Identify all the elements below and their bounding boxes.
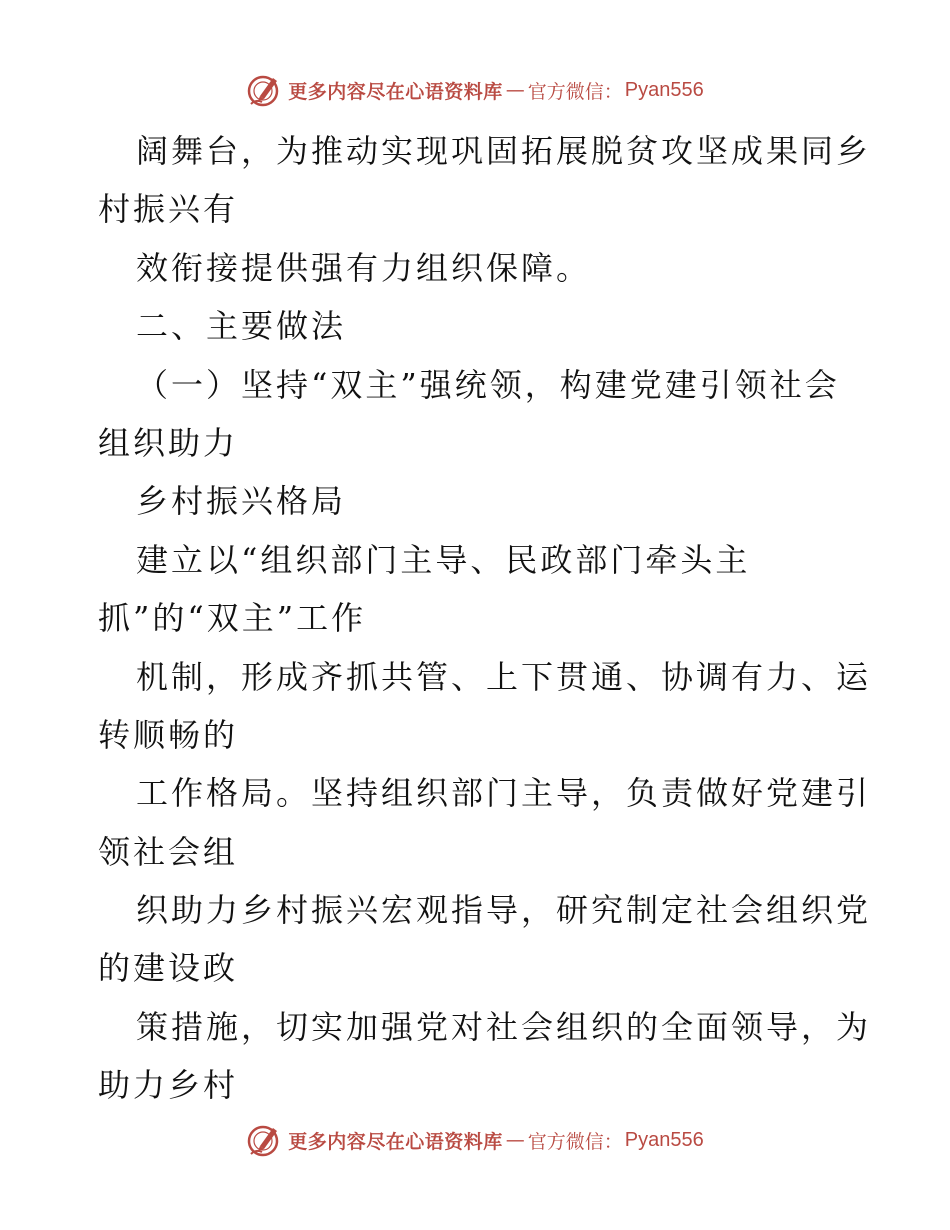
header-banner [0,68,950,112]
footer-banner [0,1118,950,1162]
banner-dash: — [505,1129,525,1151]
banner-main-text: 更多内容尽在心语资料库 [288,80,503,103]
body-line: 抓”的“双主”工作 [98,599,367,638]
body-line: 机制，形成齐抓共管、上下贯通、协调有力、运 [136,657,872,696]
body-line: 乡村振兴格局 [136,482,347,521]
body-line: 策措施，切实加强党对社会组织的全面领导，为 [136,1007,872,1046]
body-line: 的建设政 [98,949,239,988]
banner-wechat-label: 官方微信： [527,80,623,103]
banner-main-text: 更多内容尽在心语资料库 [288,1130,503,1153]
body-line: 村振兴有 [98,190,239,229]
body-line: 转顺畅的 [98,715,239,754]
banner-wechat-id: Pyan556 [624,78,704,101]
body-line: 效衔接提供强有力组织保障。 [136,248,592,287]
body-line: 阔舞台，为推动实现巩固拓展脱贫攻坚成果同乡 [136,132,872,170]
banner-dash: — [505,79,525,101]
body-line: 组织助力 [98,423,239,462]
body-line: 领社会组 [98,832,239,871]
banner-wechat-label: 官方微信： [527,1130,623,1153]
section-heading: 二、主要做法 [136,307,347,346]
body-line: 工作格局。坚持组织部门主导，负责做好党建引 [136,774,872,813]
body-line: 织助力乡村振兴宏观指导，研究制定社会组织党 [136,891,872,930]
body-line: 建立以“组织部门主导、民政部门牵头主 [136,540,751,579]
document-body [98,122,872,1115]
pen-nib-logo-icon [246,1122,282,1158]
body-line: 助力乡村 [98,1066,239,1105]
pen-nib-logo-icon [246,72,282,108]
subsection-heading: （一）坚持“双主”强统领，构建党建引领社会 [136,365,840,404]
banner-wechat-id: Pyan556 [624,1128,704,1151]
